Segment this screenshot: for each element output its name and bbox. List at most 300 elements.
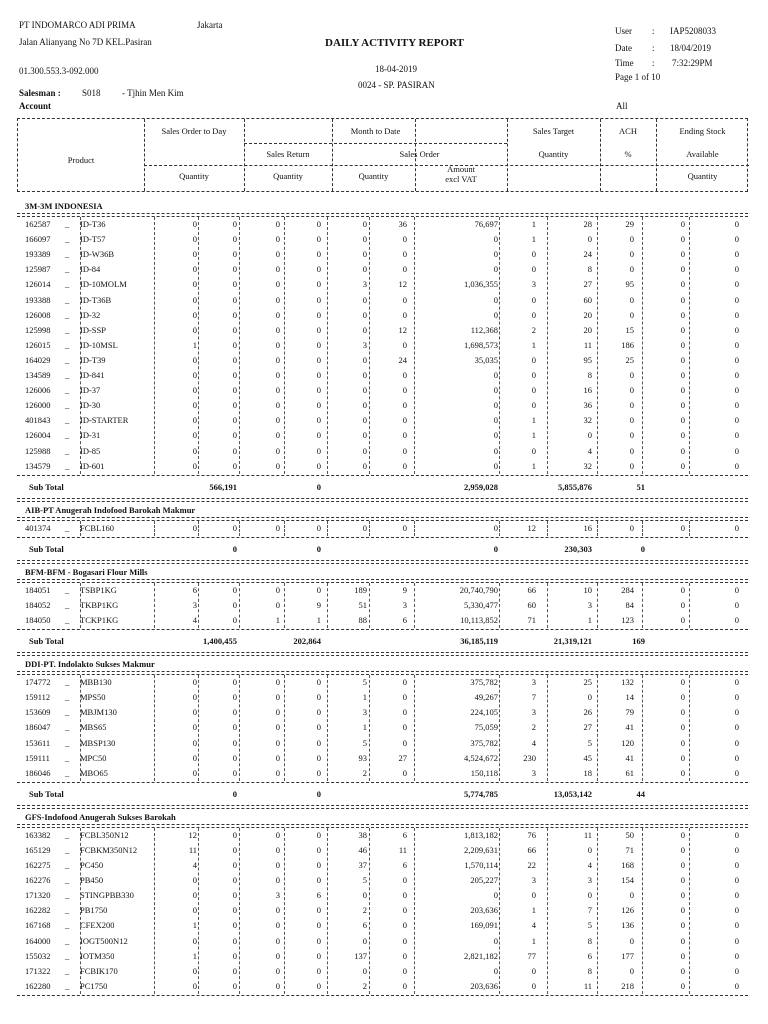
cell-value: 0 xyxy=(316,385,321,396)
cell-value: 0 xyxy=(680,890,685,901)
cell-value: 0 xyxy=(192,385,197,396)
cell-value: 0 xyxy=(734,737,739,748)
cell-value: 0 xyxy=(402,522,407,533)
cell-value: 0 xyxy=(232,264,237,275)
cell-value: 0 xyxy=(629,890,634,901)
cell-value: 0 xyxy=(316,737,321,748)
cell-value: 0 xyxy=(316,935,321,946)
cell-value: 0 xyxy=(734,400,739,411)
cell-value: 169,091 xyxy=(470,920,498,931)
group-title: AIB-PT Anugerah Indofood Barokah Makmur xyxy=(25,504,196,515)
product-name: FCBL350N12 xyxy=(80,829,129,840)
cell-value: 0 xyxy=(629,264,634,275)
column-divider xyxy=(499,583,500,628)
product-code: 162280 xyxy=(25,980,51,991)
column-divider xyxy=(198,217,199,474)
cell-value: 0 xyxy=(402,370,407,380)
cell-value: 0 xyxy=(531,354,536,365)
product-code: 153611 xyxy=(25,737,51,748)
cell-value: 1 xyxy=(192,339,197,350)
cell-value: 0 xyxy=(275,722,280,733)
cell-value: 0 xyxy=(275,860,280,870)
cell-value: 3 xyxy=(587,875,592,886)
cell-value: 0 xyxy=(402,905,407,916)
cell-value: 0 xyxy=(493,385,498,396)
cell-value: 0 xyxy=(362,354,367,365)
column-divider xyxy=(327,217,328,474)
cell-value: 6 xyxy=(362,920,367,931)
cell-value: 0 xyxy=(316,324,321,335)
cell-value: 1 xyxy=(531,460,536,471)
cell-value: 15 xyxy=(625,324,634,335)
cell-value: 0 xyxy=(232,935,237,946)
cell-value: 203,636 xyxy=(470,980,498,991)
cell-value: 2 xyxy=(531,324,536,335)
header-ach: ACH xyxy=(619,126,637,136)
cell-value: 126 xyxy=(621,905,634,916)
cell-value: 0 xyxy=(192,935,197,946)
row-dash: _ xyxy=(65,950,70,961)
cell-value: 0 xyxy=(316,980,321,991)
cell-value: 0 xyxy=(232,445,237,456)
cell-value: 0 xyxy=(192,737,197,748)
row-dash: _ xyxy=(65,415,70,426)
cell-value: 66 xyxy=(527,844,536,855)
cell-value: 0 xyxy=(493,415,498,426)
cell-value: 6 xyxy=(587,950,592,961)
subtotal-label: Sub Total xyxy=(29,543,64,554)
subtotal-row xyxy=(17,634,748,649)
cell-value: 120 xyxy=(621,737,634,748)
column-divider xyxy=(547,217,548,474)
cell-value: 5 xyxy=(587,920,592,931)
cell-value: 0 xyxy=(629,249,634,260)
company-name: PT INDOMARCO ADI PRIMA xyxy=(19,20,136,30)
table-row xyxy=(17,323,748,338)
cell-value: 0 xyxy=(402,965,407,976)
cell-value: 0 xyxy=(192,752,197,763)
cell-value: 0 xyxy=(362,309,367,320)
product-code: 126000 xyxy=(25,400,51,411)
cell-value: 7 xyxy=(531,692,536,703)
cell-value: 0 xyxy=(362,445,367,456)
cell-value: 0 xyxy=(316,920,321,931)
row-dash: _ xyxy=(65,234,70,245)
cell-value: 0 xyxy=(232,430,237,441)
cell-value: 0 xyxy=(680,692,685,703)
product-code: 153609 xyxy=(25,707,51,718)
cell-value: 0 xyxy=(734,445,739,456)
cell-value: 0 xyxy=(192,309,197,320)
table-row xyxy=(17,583,748,598)
cell-value: 88 xyxy=(358,615,367,625)
cell-value: 218 xyxy=(621,980,634,991)
cell-value: 61 xyxy=(625,767,634,778)
cell-value: 0 xyxy=(316,677,321,688)
cell-value: 0 xyxy=(362,400,367,411)
cell-value: 0 xyxy=(402,692,407,703)
cell-value: 10,113,852 xyxy=(460,615,498,625)
cell-value: 0 xyxy=(680,767,685,778)
subtotal-amount: 36,185,119 xyxy=(460,636,498,647)
cell-value: 0 xyxy=(680,400,685,411)
cell-value: 0 xyxy=(629,370,634,380)
cell-value: 32 xyxy=(583,460,592,471)
cell-value: 20,740,790 xyxy=(459,584,498,595)
cell-value: 0 xyxy=(232,950,237,961)
cell-value: 0 xyxy=(232,737,237,748)
column-divider xyxy=(154,521,155,536)
cell-value: 24 xyxy=(398,354,407,365)
cell-value: 71 xyxy=(527,615,536,625)
row-dash: _ xyxy=(65,737,70,748)
cell-value: 1 xyxy=(192,920,197,931)
column-divider xyxy=(369,828,370,994)
cell-value: 0 xyxy=(192,415,197,426)
cell-value: 0 xyxy=(316,415,321,426)
column-divider xyxy=(369,583,370,628)
cell-value: 168 xyxy=(621,860,634,870)
cell-value: 60 xyxy=(527,599,536,610)
cell-value: 0 xyxy=(734,339,739,350)
cell-value: 25 xyxy=(625,354,634,365)
row-dash: _ xyxy=(65,309,70,320)
cell-value: 0 xyxy=(680,829,685,840)
cell-value: 0 xyxy=(275,829,280,840)
cell-value: 0 xyxy=(316,692,321,703)
product-name: PC1750 xyxy=(80,980,108,991)
cell-value: 0 xyxy=(680,599,685,610)
header-today-qty: Quantity xyxy=(179,171,209,181)
cell-value: 3 xyxy=(275,890,280,901)
cell-value: 0 xyxy=(316,707,321,718)
time-value: 7:32:29PM xyxy=(672,58,713,68)
cell-value: 189 xyxy=(354,584,367,595)
cell-value: 3 xyxy=(531,677,536,688)
column-divider xyxy=(499,217,500,474)
cell-value: 0 xyxy=(734,935,739,946)
cell-value: 11 xyxy=(583,980,592,991)
cell-value: 27 xyxy=(583,722,592,733)
cell-value: 0 xyxy=(232,599,237,610)
cell-value: 0 xyxy=(734,677,739,688)
cell-value: 4 xyxy=(587,860,592,870)
cell-value: 0 xyxy=(232,370,237,380)
subtotal-amount: 2,959,028 xyxy=(464,481,498,492)
product-code: 125998 xyxy=(25,324,51,335)
cell-value: 1 xyxy=(531,339,536,350)
cell-value: 0 xyxy=(734,370,739,380)
product-name: ID-T36B xyxy=(80,294,112,305)
cell-value: 0 xyxy=(232,324,237,335)
cell-value: 0 xyxy=(192,722,197,733)
cell-value: 0 xyxy=(680,415,685,426)
column-divider xyxy=(689,675,690,781)
subtotal-separator xyxy=(17,805,748,809)
time-label: Time xyxy=(615,58,634,68)
product-name: FCBKM350N12 xyxy=(80,844,138,855)
cell-value: 0 xyxy=(680,460,685,471)
column-divider xyxy=(642,583,643,628)
cell-value: 0 xyxy=(192,400,197,411)
product-code: 125987 xyxy=(25,264,51,275)
column-divider xyxy=(80,675,81,781)
cell-value: 0 xyxy=(734,324,739,335)
cell-value: 37 xyxy=(358,860,367,870)
cell-value: 0 xyxy=(362,249,367,260)
cell-value: 0 xyxy=(362,219,367,229)
cell-value: 0 xyxy=(680,707,685,718)
cell-value: 0 xyxy=(531,264,536,275)
cell-value: 3 xyxy=(531,875,536,886)
column-divider xyxy=(284,583,285,628)
cell-value: 0 xyxy=(316,965,321,976)
row-dash: _ xyxy=(65,599,70,610)
column-divider xyxy=(80,217,81,474)
cell-value: 3 xyxy=(531,707,536,718)
cell-value: 6 xyxy=(192,584,197,595)
column-divider xyxy=(547,675,548,781)
product-name: IOGT500N12 xyxy=(80,935,128,946)
header-ach-percent: % xyxy=(624,149,632,159)
cell-value: 0 xyxy=(232,692,237,703)
cell-value: 27 xyxy=(583,279,592,290)
cell-value: 0 xyxy=(316,400,321,411)
product-name: ID-T57 xyxy=(80,234,106,245)
table-row xyxy=(17,888,748,903)
cell-value: 0 xyxy=(531,294,536,305)
cell-value: 0 xyxy=(680,722,685,733)
product-code: 125988 xyxy=(25,445,51,456)
account-label: Account xyxy=(19,101,51,111)
cell-value: 0 xyxy=(232,522,237,533)
cell-value: 0 xyxy=(316,767,321,778)
column-divider xyxy=(369,521,370,536)
column-divider xyxy=(239,521,240,536)
cell-value: 0 xyxy=(493,234,498,245)
column-divider xyxy=(547,828,548,994)
product-name: IOTM350 xyxy=(80,950,115,961)
cell-value: 203,636 xyxy=(470,905,498,916)
cell-value: 0 xyxy=(402,339,407,350)
cell-value: 0 xyxy=(531,385,536,396)
table-row xyxy=(17,368,748,383)
column-divider xyxy=(414,583,415,628)
cell-value: 0 xyxy=(587,890,592,901)
row-dash: _ xyxy=(65,279,70,290)
cell-value: 0 xyxy=(316,234,321,245)
subtotal-amount: 5,774,785 xyxy=(464,788,498,799)
subtotal-return: 0 xyxy=(316,788,321,799)
company-npwp: 01.300.553.3-092.000 xyxy=(19,66,99,76)
cell-value: 1 xyxy=(362,722,367,733)
cell-value: 0 xyxy=(629,294,634,305)
cell-value: 0 xyxy=(232,219,237,229)
subtotal-label: Sub Total xyxy=(29,481,64,492)
product-name: PB450 xyxy=(80,875,104,886)
header-available: Available xyxy=(686,149,719,159)
product-code: 186046 xyxy=(25,767,51,778)
column-divider xyxy=(642,675,643,781)
cell-value: 11 xyxy=(188,844,197,855)
product-code: 184050 xyxy=(25,615,51,625)
company-address: Jalan Alianyang No 7D KEL.Pasiran xyxy=(19,37,152,47)
cell-value: 0 xyxy=(275,370,280,380)
cell-value: 0 xyxy=(734,950,739,961)
row-dash: _ xyxy=(65,905,70,916)
cell-value: 1 xyxy=(531,415,536,426)
header-month-to-date: Month to Date xyxy=(350,126,401,136)
cell-value: 0 xyxy=(680,584,685,595)
column-divider xyxy=(597,521,598,536)
subtotal-ach: 51 xyxy=(636,481,645,492)
cell-value: 66 xyxy=(527,584,536,595)
cell-value: 0 xyxy=(680,309,685,320)
table-row xyxy=(17,338,748,353)
product-code: 174772 xyxy=(25,677,51,688)
cell-value: 0 xyxy=(232,905,237,916)
subtotal-ach: 169 xyxy=(632,636,645,647)
column-divider xyxy=(642,217,643,474)
cell-value: 0 xyxy=(680,875,685,886)
cell-value: 4 xyxy=(531,737,536,748)
column-divider xyxy=(284,521,285,536)
cell-value: 0 xyxy=(316,752,321,763)
product-name: MPC50 xyxy=(80,752,107,763)
subtotal-today: 0 xyxy=(232,788,237,799)
salesman-label: Salesman : xyxy=(19,88,61,98)
account-value: All xyxy=(616,101,628,111)
cell-value: 0 xyxy=(275,935,280,946)
column-header xyxy=(17,118,748,192)
cell-value: 0 xyxy=(734,354,739,365)
product-name: ID-STARTER xyxy=(80,415,129,426)
header-sales-return: Sales Return xyxy=(266,149,310,159)
column-divider xyxy=(689,828,690,994)
product-code: 193388 xyxy=(25,294,51,305)
cell-value: 0 xyxy=(680,445,685,456)
row-separator xyxy=(17,537,748,538)
cell-value: 0 xyxy=(275,737,280,748)
cell-value: 0 xyxy=(402,722,407,733)
cell-value: 0 xyxy=(275,309,280,320)
cell-value: 0 xyxy=(680,905,685,916)
table-row xyxy=(17,262,748,277)
cell-value: 0 xyxy=(629,445,634,456)
product-code: 163382 xyxy=(25,829,51,840)
cell-value: 0 xyxy=(734,692,739,703)
product-name: MBJM130 xyxy=(80,707,117,718)
cell-value: 0 xyxy=(275,445,280,456)
cell-value: 1 xyxy=(587,615,592,625)
column-divider xyxy=(239,828,240,994)
date-value: 18/04/2019 xyxy=(670,43,712,53)
subtotal-today: 566,191 xyxy=(209,481,237,492)
cell-value: 27 xyxy=(398,752,407,763)
subtotal-row xyxy=(17,787,748,802)
subtotal-label: Sub Total xyxy=(29,788,64,799)
cell-value: 0 xyxy=(316,445,321,456)
cell-value: 0 xyxy=(734,965,739,976)
cell-value: 0 xyxy=(402,415,407,426)
cell-value: 1 xyxy=(316,615,321,625)
cell-value: 20 xyxy=(583,324,592,335)
cell-value: 0 xyxy=(275,980,280,991)
subtotal-return: 202,864 xyxy=(293,636,321,647)
product-code: 126008 xyxy=(25,309,51,320)
header-ending-stock: Ending Stock xyxy=(679,126,726,136)
cell-value: 0 xyxy=(232,234,237,245)
cell-value: 0 xyxy=(493,935,498,946)
cell-value: 0 xyxy=(316,339,321,350)
cell-value: 0 xyxy=(680,430,685,441)
column-divider xyxy=(239,583,240,628)
cell-value: 0 xyxy=(362,935,367,946)
cell-value: 0 xyxy=(192,875,197,886)
product-code: 159112 xyxy=(25,692,51,703)
row-separator xyxy=(17,629,748,630)
cell-value: 0 xyxy=(734,249,739,260)
column-divider xyxy=(414,521,415,536)
time-colon: : xyxy=(652,58,655,68)
subtotal-target: 13,053,142 xyxy=(553,788,592,799)
cell-value: 0 xyxy=(629,234,634,245)
product-code: 164000 xyxy=(25,935,51,946)
cell-value: 0 xyxy=(531,445,536,456)
column-divider xyxy=(154,675,155,781)
cell-value: 0 xyxy=(734,767,739,778)
cell-value: 0 xyxy=(192,219,197,229)
cell-value: 12 xyxy=(398,324,407,335)
cell-value: 0 xyxy=(734,920,739,931)
cell-value: 1 xyxy=(275,615,280,625)
cell-value: 0 xyxy=(629,430,634,441)
cell-value: 1,036,355 xyxy=(464,279,498,290)
column-divider xyxy=(414,675,415,781)
row-dash: _ xyxy=(65,370,70,380)
cell-value: 0 xyxy=(531,980,536,991)
cell-value: 0 xyxy=(531,309,536,320)
cell-value: 0 xyxy=(192,370,197,380)
cell-value: 0 xyxy=(192,249,197,260)
column-divider xyxy=(327,583,328,628)
cell-value: 77 xyxy=(527,950,536,961)
cell-value: 0 xyxy=(192,767,197,778)
cell-value: 0 xyxy=(232,415,237,426)
row-separator xyxy=(17,995,748,996)
cell-value: 0 xyxy=(275,460,280,471)
cell-value: 49,267 xyxy=(474,692,498,703)
cell-value: 3 xyxy=(402,599,407,610)
cell-value: 0 xyxy=(362,324,367,335)
cell-value: 51 xyxy=(358,599,367,610)
row-dash: _ xyxy=(65,219,70,229)
column-divider xyxy=(154,828,155,994)
cell-value: 0 xyxy=(531,370,536,380)
table-row xyxy=(17,675,748,690)
row-dash: _ xyxy=(65,615,70,625)
subtotal-row xyxy=(17,542,748,557)
cell-value: 0 xyxy=(232,890,237,901)
cell-value: 10 xyxy=(583,584,592,595)
cell-value: 154 xyxy=(621,875,634,886)
cell-value: 205,227 xyxy=(470,875,498,886)
cell-value: 8 xyxy=(587,965,592,976)
cell-value: 0 xyxy=(232,860,237,870)
cell-value: 36 xyxy=(398,219,407,229)
cell-value: 0 xyxy=(402,980,407,991)
subtotal-today: 1,400,455 xyxy=(203,636,237,647)
